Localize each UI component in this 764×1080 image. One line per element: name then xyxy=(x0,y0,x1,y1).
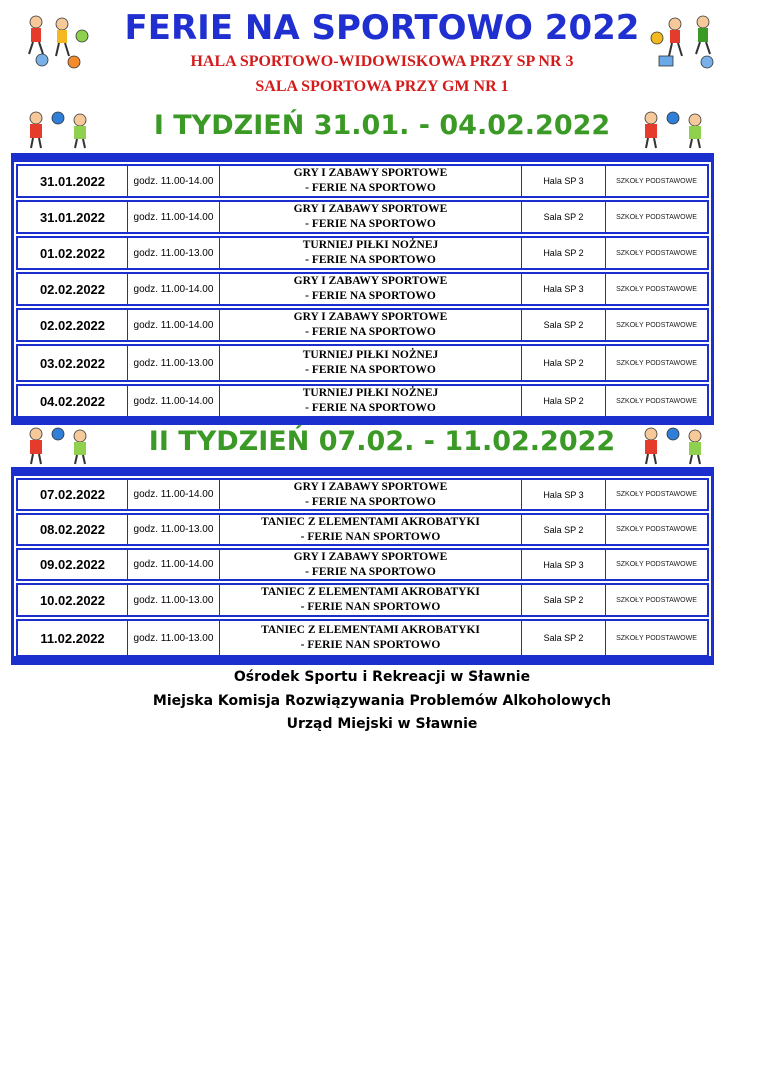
row-event-line-2: - FERIE NA SPORTOWO xyxy=(305,364,436,376)
row-time: godz. 11.00-14.00 xyxy=(128,202,220,232)
row-hall: Hala SP 2 xyxy=(522,386,606,416)
row-date: 31.01.2022 xyxy=(18,202,128,232)
row-time: godz. 11.00-13.00 xyxy=(128,621,220,655)
row-participants: SZKOŁY PODSTAWOWE xyxy=(616,249,697,257)
row-event-line-1: TURNIEJ PIŁKI NOŻNEJ xyxy=(302,349,439,361)
row-time: godz. 11.00-13.00 xyxy=(128,238,220,268)
row-hall: Hala SP 3 xyxy=(522,550,606,579)
subtitle-sala: SALA SPORTOWA PRZY GM NR 1 xyxy=(255,78,509,95)
row-participants: SZKOŁY PODSTAWOWE xyxy=(616,177,697,185)
row-event xyxy=(220,166,522,196)
row-time: godz. 11.00-13.00 xyxy=(128,346,220,380)
row-event-line-2: - FERIE NA SPORTOWO xyxy=(305,402,436,414)
row-hall: Sala SP 2 xyxy=(522,310,606,340)
row-event-line-2: - FERIE NA SPORTOWO xyxy=(305,565,436,578)
row-participants: SZKOŁY PODSTAWOWE xyxy=(616,491,697,498)
table-row xyxy=(16,272,709,306)
row-time: godz. 11.00-13.00 xyxy=(128,585,220,615)
row-event-line-2: - FERIE NAN SPORTOWO xyxy=(300,601,441,613)
row-event-line-2: - FERIE NA SPORTOWO xyxy=(305,218,436,230)
row-hall: Hala SP 2 xyxy=(522,238,606,268)
table-row xyxy=(16,236,709,270)
row-event-line-2: - FERIE NAN SPORTOWO xyxy=(300,639,441,651)
row-date: 09.02.2022 xyxy=(18,550,128,579)
row-date: 02.02.2022 xyxy=(18,274,128,304)
row-event xyxy=(220,621,522,655)
row-participants: SZKOŁY PODSTAWOWE xyxy=(616,397,697,405)
row-time: godz. 11.00-14.00 xyxy=(128,480,220,509)
footer-organizer-3: Urząd Miejski w Sławnie xyxy=(286,716,478,732)
table-row xyxy=(16,344,709,382)
row-hall: Hala SP 3 xyxy=(522,166,606,196)
row-event xyxy=(220,310,522,340)
row-event-line-1: TANIEC Z ELEMENTAMI AKROBATYKI xyxy=(261,586,480,598)
table-row xyxy=(16,384,709,418)
row-hall: Sala SP 2 xyxy=(522,202,606,232)
row-participants: SZKOŁY PODSTAWOWE xyxy=(616,213,697,221)
row-event xyxy=(220,386,522,416)
row-event-line-1: TURNIEJ PIŁKI NOŻNEJ xyxy=(302,239,439,251)
table-row xyxy=(16,200,709,234)
row-date: 03.02.2022 xyxy=(18,346,128,380)
row-event xyxy=(220,202,522,232)
table-row xyxy=(16,164,709,198)
row-participants: SZKOŁY PODSTAWOWE xyxy=(616,285,697,293)
row-date: 08.02.2022 xyxy=(18,515,128,544)
table-row xyxy=(16,513,709,546)
row-event xyxy=(220,515,522,544)
footer-organizer-2: Miejska Komisja Rozwiązywania Problemów Alkoholowych xyxy=(152,693,612,709)
row-event-line-1: TANIEC Z ELEMENTAMI AKROBATYKI xyxy=(261,624,480,636)
row-event-line-1: TURNIEJ PIŁKI NOŻNEJ xyxy=(302,387,439,399)
row-date: 10.02.2022 xyxy=(18,585,128,615)
table-row xyxy=(16,308,709,342)
row-event xyxy=(220,480,522,509)
row-event-line-2: - FERIE NA SPORTOWO xyxy=(305,254,436,266)
row-participants: SZKOŁY PODSTAWOWE xyxy=(616,561,697,568)
row-hall: Hala SP 3 xyxy=(522,274,606,304)
row-event-line-1: GRY I ZABAWY SPORTOWE xyxy=(293,275,448,287)
row-time: godz. 11.00-13.00 xyxy=(128,515,220,544)
week-2-heading: II TYDZIEŃ 07.02. - 11.02.2022 xyxy=(148,426,616,457)
row-event-line-2: - FERIE NAN SPORTOWO xyxy=(300,530,441,543)
row-participants: SZKOŁY PODSTAWOWE xyxy=(616,596,697,604)
table-top-bar xyxy=(14,156,711,162)
row-time: godz. 11.00-14.00 xyxy=(128,386,220,416)
table-top-bar xyxy=(14,470,711,476)
row-participants: SZKOŁY PODSTAWOWE xyxy=(616,634,697,642)
row-hall: Hala SP 2 xyxy=(522,346,606,380)
row-event xyxy=(220,585,522,615)
row-date: 01.02.2022 xyxy=(18,238,128,268)
schedule-table-week-2 xyxy=(11,467,714,665)
row-time: godz. 11.00-14.00 xyxy=(128,310,220,340)
row-event-line-1: GRY I ZABAWY SPORTOWE xyxy=(293,167,448,179)
row-event-line-1: TANIEC Z ELEMENTAMI AKROBATYKI xyxy=(261,515,480,528)
row-hall: Sala SP 2 xyxy=(522,515,606,544)
row-time: godz. 11.00-14.00 xyxy=(128,550,220,579)
row-date: 02.02.2022 xyxy=(18,310,128,340)
table-row xyxy=(16,619,709,657)
row-hall: Hala SP 3 xyxy=(522,480,606,509)
row-date: 11.02.2022 xyxy=(18,621,128,655)
table-row xyxy=(16,478,709,511)
row-event xyxy=(220,274,522,304)
table-row xyxy=(16,583,709,617)
row-event-line-1: GRY I ZABAWY SPORTOWE xyxy=(293,203,448,215)
row-event-line-1: GRY I ZABAWY SPORTOWE xyxy=(293,311,448,323)
row-event-line-1: GRY I ZABAWY SPORTOWE xyxy=(293,550,448,563)
schedule-table-week-1 xyxy=(11,153,714,425)
row-participants: SZKOŁY PODSTAWOWE xyxy=(616,359,697,367)
row-participants: SZKOŁY PODSTAWOWE xyxy=(616,526,697,533)
row-time: godz. 11.00-14.00 xyxy=(128,166,220,196)
row-event xyxy=(220,238,522,268)
page-title: FERIE NA SPORTOWO 2022 xyxy=(124,8,640,48)
row-event-line-1: GRY I ZABAWY SPORTOWE xyxy=(293,480,448,493)
row-participants: SZKOŁY PODSTAWOWE xyxy=(616,321,697,329)
row-event-line-2: - FERIE NA SPORTOWO xyxy=(305,182,436,194)
row-date: 31.01.2022 xyxy=(18,166,128,196)
row-time: godz. 11.00-14.00 xyxy=(128,274,220,304)
row-date: 04.02.2022 xyxy=(18,386,128,416)
row-date: 07.02.2022 xyxy=(18,480,128,509)
subtitle-hall: HALA SPORTOWO-WIDOWISKOWA PRZY SP NR 3 xyxy=(190,53,574,70)
row-event xyxy=(220,346,522,380)
week-1-heading: I TYDZIEŃ 31.01. - 04.02.2022 xyxy=(153,110,611,141)
row-hall: Sala SP 2 xyxy=(522,585,606,615)
row-hall: Sala SP 2 xyxy=(522,621,606,655)
row-event-line-2: - FERIE NA SPORTOWO xyxy=(305,290,436,302)
row-event-line-2: - FERIE NA SPORTOWO xyxy=(305,495,436,508)
row-event xyxy=(220,550,522,579)
row-event-line-2: - FERIE NA SPORTOWO xyxy=(305,326,436,338)
table-row xyxy=(16,548,709,581)
footer-organizer-1: Ośrodek Sportu i Rekreacji w Sławnie xyxy=(233,669,531,685)
